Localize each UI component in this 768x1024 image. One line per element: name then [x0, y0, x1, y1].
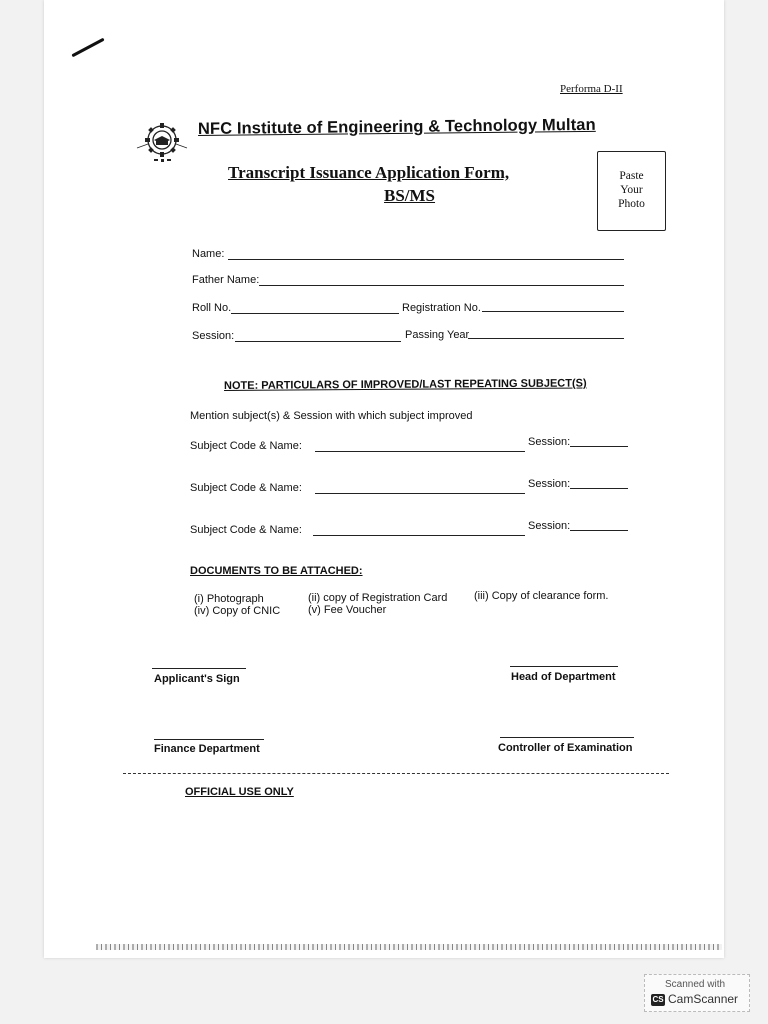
subject-session-label: Session:: [528, 436, 571, 448]
institute-logo-icon: [136, 122, 192, 166]
subject-row-label: Subject Code & Name:: [190, 440, 302, 452]
subjects-note: NOTE: PARTICULARS OF IMPROVED/LAST REPEATING SUBJECT(S): [223, 377, 587, 392]
subjects-instruction: Mention subject(s) & Session with which subject improved: [190, 410, 473, 422]
father-name-label: Father Name:: [192, 274, 260, 286]
scan-edge-bottom: [96, 944, 722, 950]
roll-no-label: Roll No.: [192, 302, 232, 314]
photo-box[interactable]: [597, 151, 666, 231]
subject-session-field[interactable]: [570, 530, 628, 531]
photo-box-line-3: Photo: [618, 198, 645, 210]
photo-box-line-2: Your: [620, 184, 643, 196]
roll-no-field[interactable]: [231, 313, 399, 314]
head-of-department-sign-line[interactable]: [510, 666, 618, 667]
subject-row-field[interactable]: [313, 535, 525, 536]
subject-session-field[interactable]: [570, 446, 628, 447]
scanned-with-text: Scanned with: [665, 979, 726, 990]
session-label: Session:: [192, 330, 235, 342]
form-title: Transcript Issuance Application Form,: [228, 163, 510, 182]
head-of-department-label: Head of Department: [511, 671, 616, 683]
cut-divider: [123, 773, 669, 774]
controller-sign-line[interactable]: [500, 737, 634, 738]
applicant-sign-label: Applicant's Sign: [154, 673, 240, 685]
subject-session-label: Session:: [528, 478, 571, 490]
passing-year-field[interactable]: [468, 338, 624, 339]
subject-row-field[interactable]: [315, 451, 525, 452]
father-name-field[interactable]: [259, 285, 624, 286]
name-label: Name:: [192, 248, 225, 260]
session-field[interactable]: [235, 341, 401, 342]
applicant-sign-line[interactable]: [152, 668, 246, 669]
passing-year-label: Passing Year: [405, 329, 470, 341]
camscanner-logo-icon: CS: [652, 995, 664, 1004]
controller-of-examination-label: Controller of Examination: [498, 742, 633, 754]
subject-session-field[interactable]: [570, 488, 628, 489]
registration-no-label: Registration No.: [402, 302, 481, 314]
document-item: (iv) Copy of CNIC: [194, 605, 281, 617]
form-subtitle: BS/MS: [384, 186, 436, 205]
institute-name: NFC Institute of Engineering & Technology Multan: [197, 115, 596, 138]
camscanner-brand: CamScanner: [668, 992, 739, 1006]
camscanner-watermark: [644, 974, 750, 1012]
performa-code: Performa D-II: [560, 83, 623, 95]
name-field[interactable]: [228, 259, 624, 260]
finance-sign-line[interactable]: [154, 739, 264, 740]
document-item: (iii) Copy of clearance form.: [474, 590, 609, 602]
subject-session-label: Session:: [528, 520, 571, 532]
documents-heading: DOCUMENTS TO BE ATTACHED:: [190, 565, 363, 577]
subject-row-field[interactable]: [315, 493, 525, 494]
finance-department-label: Finance Department: [154, 743, 260, 755]
photo-box-line-1: Paste: [619, 170, 644, 182]
subject-row-label: Subject Code & Name:: [190, 524, 302, 536]
registration-no-field[interactable]: [482, 311, 624, 312]
subject-row-label: Subject Code & Name:: [190, 482, 302, 494]
document-item: (v) Fee Voucher: [308, 604, 387, 616]
document-item: (ii) copy of Registration Card: [308, 592, 448, 604]
document-item: (i) Photograph: [194, 593, 264, 605]
official-use-heading: OFFICIAL USE ONLY: [185, 786, 294, 798]
